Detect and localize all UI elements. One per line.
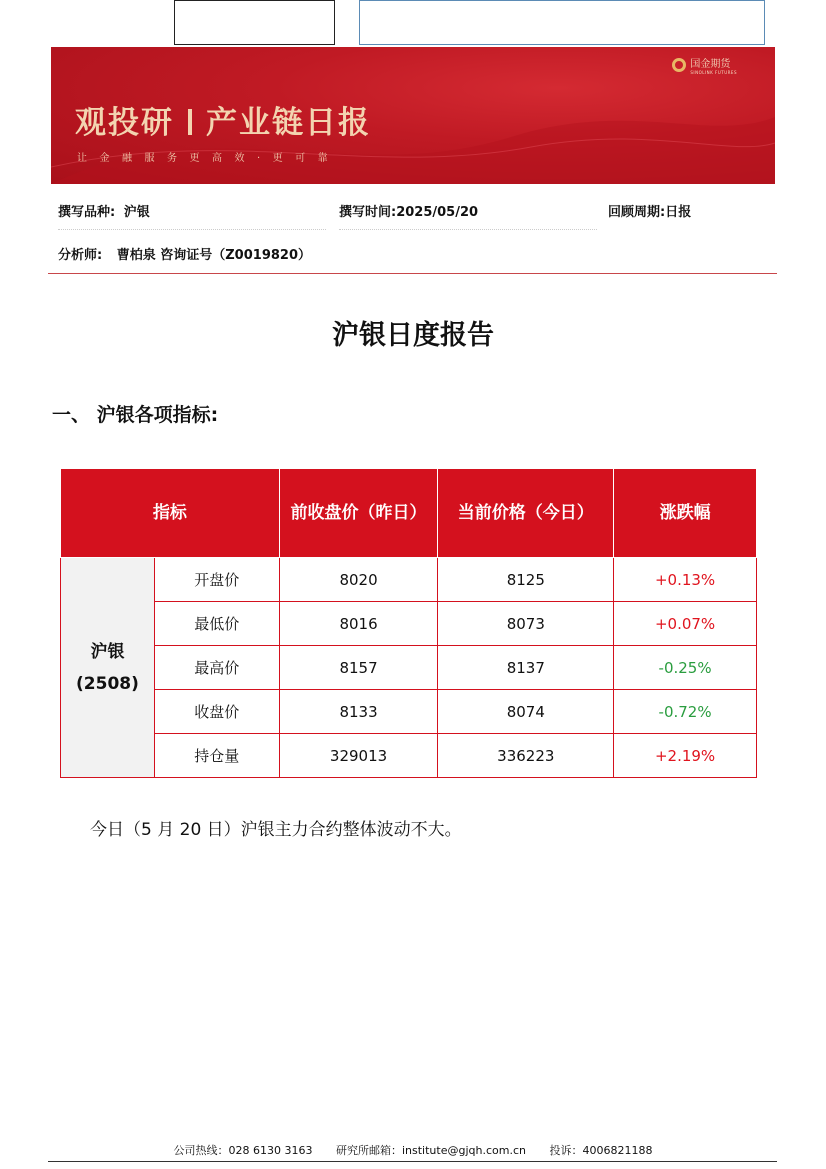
product-name: 沪银 [90,641,125,662]
table-row [61,646,757,690]
change-value: -0.25% [614,646,757,690]
page-footer [0,1142,826,1158]
header-prev-close: 前收盘价（昨日） [279,469,438,558]
curr-value: 336223 [438,734,614,778]
meta-period [608,201,691,220]
report-banner [51,47,775,184]
meta-analyst-value: 曹柏泉 咨询证号（Z0019820） [116,248,312,263]
banner-title-divider [188,109,192,135]
meta-date [339,201,478,220]
header-box-right [359,0,765,45]
indicator-name: 开盘价 [154,558,279,602]
curr-value: 8073 [438,602,614,646]
indicators-table [60,468,757,778]
product-code: (2508) [76,673,139,694]
table-row [61,734,757,778]
curr-value: 8125 [438,558,614,602]
meta-analyst [58,244,311,263]
logo-circle-icon [672,58,686,72]
prev-value: 8157 [279,646,438,690]
meta-period-label: 回顾周期: [608,205,666,220]
section-heading: 一、 沪银各项指标: [52,404,219,426]
curr-value: 8137 [438,646,614,690]
logo-cn-text: 国金期货 [690,59,731,70]
banner-title [75,97,371,142]
header-rule [48,273,777,274]
header-box-left [174,0,335,45]
meta-divider [58,229,326,230]
meta-analyst-label: 分析师: [58,248,103,263]
meta-period-value: 日报 [665,205,692,220]
meta-variety [58,201,150,220]
footer-hotline: 公司热线：028 6130 3163 [173,1144,313,1157]
table-row [61,558,757,602]
prev-value: 8016 [279,602,438,646]
header-current-price: 当前价格（今日） [438,469,614,558]
table-header-row [61,469,757,558]
prev-value: 329013 [279,734,438,778]
logo-en-text: SINOLINK FUTURES [690,70,737,75]
meta-date-label: 撰写时间: [339,205,397,220]
meta-variety-value: 沪银 [123,205,150,220]
prev-value: 8020 [279,558,438,602]
footer-email: 研究所邮箱：institute@gjqh.com.cn [335,1144,526,1157]
table-row [61,690,757,734]
banner-title-left: 观投研 [75,105,174,141]
meta-divider [339,229,597,230]
indicator-name: 持仓量 [154,734,279,778]
change-value: +0.13% [614,558,757,602]
summary-text: 今日（5 月 20 日）沪银主力合约整体波动不大。 [90,820,462,840]
prev-value: 8133 [279,690,438,734]
company-logo [672,55,737,75]
product-cell [61,558,155,778]
meta-date-value: 2025/05/20 [396,205,479,220]
report-title: 沪银日度报告 [332,320,494,351]
change-value: +2.19% [614,734,757,778]
indicator-name: 最低价 [154,602,279,646]
header-change: 涨跌幅 [614,469,757,558]
banner-subtitle: 让金融服务更高效·更可靠 [77,153,341,164]
footer-rule [48,1161,777,1162]
curr-value: 8074 [438,690,614,734]
indicator-name: 收盘价 [154,690,279,734]
meta-variety-label: 撰写品种: [58,205,116,220]
table-row [61,602,757,646]
banner-title-right: 产业链日报 [206,105,371,141]
change-value: -0.72% [614,690,757,734]
change-value: +0.07% [614,602,757,646]
header-indicator: 指标 [61,469,280,558]
indicator-name: 最高价 [154,646,279,690]
footer-complaint: 投诉：4006821188 [549,1144,653,1157]
